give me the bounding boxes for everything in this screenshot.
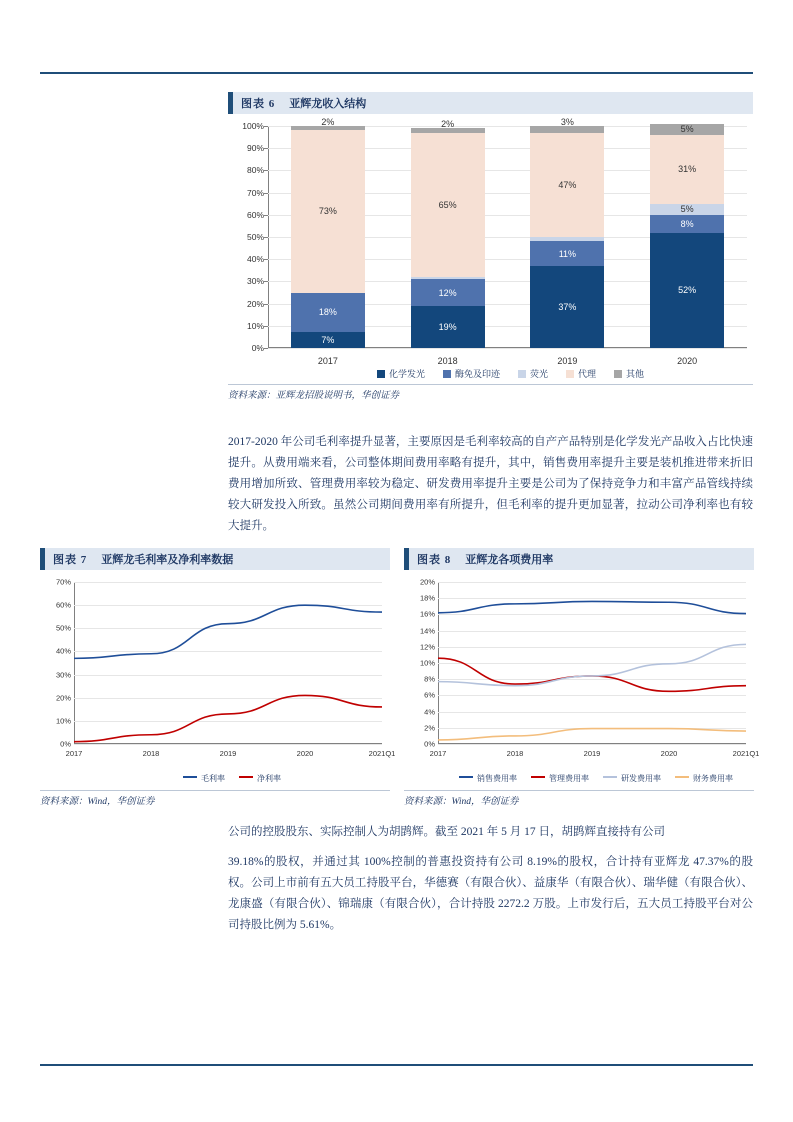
- y-axis-tick-label: 100%: [242, 121, 264, 131]
- bar-segment-label: 7%: [321, 335, 335, 346]
- y-axis-tick-label: 10%: [55, 716, 71, 726]
- bar-segment: [650, 215, 724, 233]
- y-axis-tick-label: 10%: [246, 320, 264, 331]
- y-axis-tick: [264, 348, 268, 349]
- legend-item: [443, 367, 500, 380]
- figure-6-legend: [268, 367, 753, 380]
- figure-8-header: [404, 548, 754, 570]
- x-axis-tick-label: 2021Q1: [732, 749, 760, 758]
- bar-segment-label: 18%: [318, 307, 337, 318]
- y-axis-tick-label: 12%: [419, 642, 435, 652]
- y-axis-tick: [264, 326, 268, 327]
- legend-swatch: [566, 370, 574, 378]
- bar-segment: [650, 233, 724, 348]
- x-axis-tick-label: 2018: [142, 749, 160, 758]
- x-axis-tick-label: 2019: [557, 356, 578, 366]
- legend-label: 净利率: [257, 774, 281, 783]
- legend-item: [239, 773, 281, 784]
- legend-label: 管理费用率: [549, 774, 589, 783]
- y-axis-tick-label: 90%: [246, 143, 264, 154]
- bar-segment-label: 8%: [680, 218, 694, 229]
- bar-segment: [530, 237, 604, 241]
- legend-item: [183, 773, 225, 784]
- paragraph-shareholder-intro: 公司的控股股东、实际控制人为胡鹍辉。截至 2021 年 5 月 17 日，胡鹍辉直接持有公司: [228, 826, 665, 838]
- gridline: [74, 744, 382, 745]
- legend-label: 化学发光: [388, 369, 425, 379]
- x-axis-tick-label: 2017: [65, 749, 83, 758]
- x-axis-tick-label: 2018: [437, 356, 458, 366]
- y-axis-tick-label: 0%: [60, 739, 71, 749]
- y-axis-tick-label: 4%: [424, 707, 435, 717]
- bar-column: [650, 124, 724, 366]
- figure-8-plot: [404, 576, 760, 788]
- y-axis-tick-label: 80%: [246, 165, 264, 176]
- bar-segment: [291, 117, 365, 130]
- y-axis-tick-label: 50%: [246, 232, 264, 242]
- bar-segment-label: 47%: [558, 179, 577, 190]
- legend-line: [675, 776, 689, 778]
- legend-label: 销售费用率: [477, 774, 517, 783]
- x-axis-tick-label: 2019: [583, 749, 601, 758]
- figure-7: [40, 548, 396, 807]
- figure-6-title: 亚辉龙收入结构: [289, 98, 367, 110]
- y-axis-tick-label: 60%: [246, 209, 264, 220]
- y-axis-tick-label: 18%: [419, 593, 435, 603]
- bar-segment: [411, 306, 485, 348]
- bar-segment-label: 5%: [680, 204, 694, 215]
- figure-6-plot-area: [242, 117, 747, 366]
- y-axis-tick-label: 50%: [55, 623, 71, 633]
- legend-line: [183, 776, 197, 778]
- y-axis-tick-label: 10%: [419, 658, 435, 668]
- bar-segment: [530, 117, 604, 133]
- gridline: [268, 348, 747, 349]
- figure-7-source: 资料来源：Wind，华创证券: [40, 790, 390, 807]
- series-lines: [438, 582, 746, 744]
- figure-7-plot: [40, 576, 396, 788]
- y-axis-tick: [264, 281, 268, 282]
- bar-segment: [411, 277, 485, 279]
- bar-segment-label: 65%: [438, 199, 457, 210]
- legend-label: 财务费用率: [693, 774, 733, 783]
- y-axis-tick-label: 30%: [246, 276, 264, 287]
- y-axis-tick-label: 60%: [55, 600, 71, 610]
- y-axis-tick: [264, 148, 268, 149]
- legend-line: [603, 776, 617, 778]
- x-axis-tick-label: 2017: [317, 356, 338, 366]
- x-axis-tick-label: 2019: [219, 749, 237, 758]
- x-axis-tick-label: 2020: [296, 749, 314, 758]
- figure-8-number: 图表 8: [417, 554, 452, 566]
- x-axis-tick-label: 2021Q1: [368, 749, 396, 758]
- bar-segment-label: 73%: [318, 206, 337, 217]
- bar-column: [530, 117, 604, 366]
- y-axis-tick-label: 30%: [55, 670, 71, 680]
- figure-8-source: 资料来源：Wind，华创证券: [404, 790, 754, 807]
- bar-segment-label: 5%: [680, 124, 694, 135]
- legend-item: [531, 773, 589, 784]
- legend-label: 酶免及印迹: [454, 369, 500, 379]
- paragraph-margin-analysis: 2017-2020 年公司毛利率提升显著，主要原因是毛利率较高的自产产品特别是化学发光产品收入占比快速提升。从费用端来看，公司整体期间费用率略有提升，其中，销售费用率提升主要是装机推进带来折旧费用增加所致、管理费用率较为稳定、研发费用率提升主要是公司为了保持竞争力和丰富产品管线持续较大研发投入所致。虽然公司期间费用率有所提升，但毛利率的提升更加显著，拉动公司净利率也有较大提升。: [228, 436, 753, 532]
- legend-swatch: [443, 370, 451, 378]
- y-axis-tick-label: 6%: [424, 690, 435, 700]
- y-axis-tick-label: 20%: [55, 693, 71, 703]
- bar-segment: [411, 133, 485, 277]
- bar-segment: [530, 133, 604, 237]
- y-axis-tick-label: 14%: [419, 626, 435, 636]
- figure-7-number: 图表 7: [53, 554, 88, 566]
- legend-swatch: [377, 370, 385, 378]
- footer-rule: [40, 1064, 753, 1066]
- figure-8-title: 亚辉龙各项费用率: [465, 554, 554, 566]
- y-axis-tick-label: 8%: [424, 674, 435, 684]
- bar-segment: [650, 124, 724, 135]
- legend-label: 荧光: [529, 369, 548, 379]
- bar-segment: [411, 119, 485, 132]
- figure-6-source: 资料来源：亚辉龙招股说明书，华创证券: [228, 384, 753, 401]
- bar-segment: [291, 332, 365, 348]
- legend-line: [239, 776, 253, 778]
- y-axis-tick-label: 70%: [246, 187, 264, 198]
- bar-segment: [291, 130, 365, 292]
- figure-6: [228, 92, 753, 401]
- legend-item: [566, 367, 596, 380]
- bar-segment-label: 37%: [558, 301, 577, 312]
- legend-item: [459, 773, 517, 784]
- y-axis-tick: [264, 126, 268, 127]
- y-axis-tick-label: 16%: [419, 609, 435, 619]
- y-axis-tick: [264, 304, 268, 305]
- x-axis-tick-label: 2018: [506, 749, 524, 758]
- legend-item: [377, 367, 425, 380]
- y-axis-tick-label: 2%: [424, 723, 435, 733]
- legend-item: [614, 367, 644, 380]
- y-axis-tick-label: 40%: [246, 254, 264, 265]
- bar-segment: [291, 293, 365, 333]
- y-axis-tick-label: 20%: [419, 577, 435, 587]
- bar-segment-label: 3%: [560, 117, 574, 128]
- legend-item: [603, 773, 661, 784]
- legend-swatch: [614, 370, 622, 378]
- legend-line: [531, 776, 545, 778]
- x-axis-tick-label: 2017: [429, 749, 447, 758]
- figure-7-header: [40, 548, 390, 570]
- legend-label: 研发费用率: [621, 774, 661, 783]
- bar-segment: [411, 279, 485, 306]
- bar-segment-label: 31%: [678, 164, 697, 175]
- figure-7-title: 亚辉龙毛利率及净利率数据: [101, 554, 234, 566]
- bar-segment-label: 11%: [558, 248, 577, 259]
- series-lines: [74, 582, 382, 744]
- legend-line: [459, 776, 473, 778]
- bar-segment: [530, 266, 604, 348]
- legend-label: 代理: [578, 369, 597, 379]
- legend-swatch: [518, 370, 526, 378]
- y-axis-tick-label: 40%: [55, 646, 71, 656]
- bar-segment: [530, 241, 604, 265]
- y-axis-tick: [264, 215, 268, 216]
- bar-segment-label: 52%: [678, 285, 697, 296]
- figure-7-plot-area: [55, 577, 396, 758]
- figure-7-legend: [74, 773, 390, 784]
- y-axis-tick: [264, 193, 268, 194]
- y-axis-tick-label: 0%: [424, 739, 435, 749]
- header-rule: [40, 72, 753, 74]
- y-axis-tick-label: 70%: [55, 577, 71, 587]
- figure-8: [404, 548, 760, 807]
- bar-column: [291, 117, 365, 366]
- legend-label: 毛利率: [201, 774, 225, 783]
- bar-segment-label: 2%: [441, 119, 455, 130]
- gridline: [438, 744, 746, 745]
- y-axis-tick-label: 0%: [251, 343, 264, 353]
- legend-label: 其他: [626, 369, 645, 379]
- bar-segment-label: 19%: [438, 321, 457, 332]
- y-axis-tick: [264, 259, 268, 260]
- x-axis-tick-label: 2020: [660, 749, 678, 758]
- x-axis-tick-label: 2020: [677, 356, 698, 366]
- bar-segment: [650, 135, 724, 204]
- paragraph-shareholder-detail: 39.18%的股权，并通过其 100%控制的普惠投资持有公司 8.19%的股权，合计持有亚辉龙 47.37%的股权。公司上市前有五大员工持股平台，华德赛（有限合伙）、益康华（有限合伙）、瑞华健（有限合伙）、龙康盛（有限合伙）、锦瑞康（有限合伙），合计持股 2272.2 万股。上市发行后，五大员工持股平台对公司持股比例为 5.61%。: [228, 856, 753, 931]
- legend-item: [675, 773, 733, 784]
- bar-segment-label: 2%: [321, 117, 335, 128]
- figure-6-number: 图表 6: [241, 98, 276, 110]
- bar-column: [411, 119, 485, 366]
- figure-8-legend: [438, 773, 754, 784]
- y-axis-tick: [264, 237, 268, 238]
- legend-item: [518, 367, 548, 380]
- y-axis-tick-label: 20%: [246, 298, 264, 309]
- y-axis-tick: [264, 170, 268, 171]
- bar-segment-label: 12%: [438, 287, 457, 298]
- figure-6-plot: [228, 117, 753, 382]
- figure-8-plot-area: [419, 577, 760, 758]
- bar-segment: [650, 204, 724, 215]
- figure-6-header: [228, 92, 753, 114]
